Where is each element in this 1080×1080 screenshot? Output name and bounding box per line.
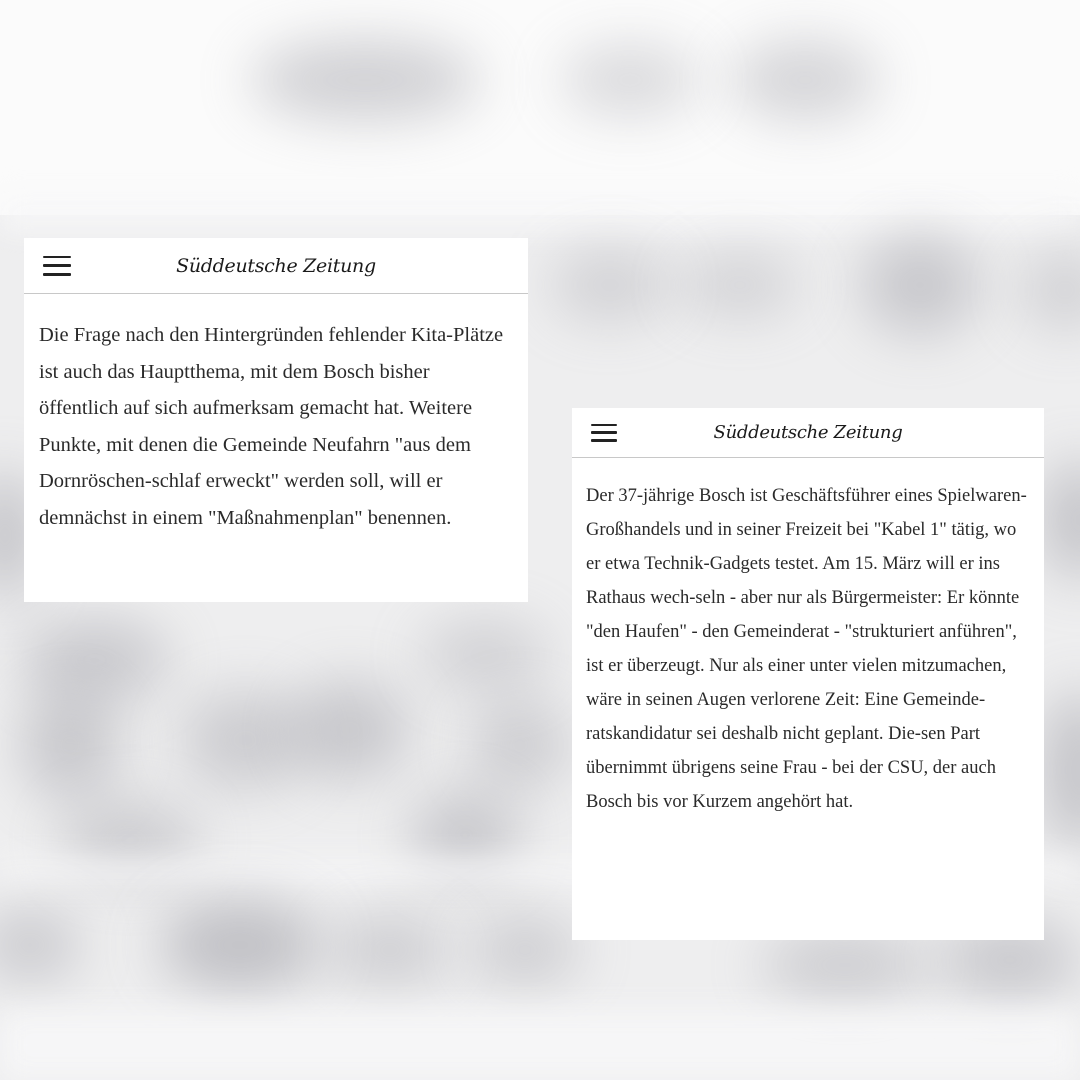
article-paragraph: Der 37-jährige Bosch ist Geschäftsführer eines Spielwaren-Großhandels und in seiner Freizeit bei "Kabel 1" tätig, wo er etwa Technik-Gadgets testet. Am 15. März will er ins Rathaus wech-seln - aber nur als Bürgermeister: Er könnte "den Haufen" - den Gemeinderat - "strukturiert anführen", ist er überzeugt. Nur als einer unter vielen mitzumachen, wäre in seinen Augen verlorene Zeit: Eine Gemeinde-ratskandidatur sei deshalb nicht geplant. Die-sen Part übernimmt übrigens seine Frau - bei der CSU, der auch Bosch bis vor Kurzem angehört hat.	[586, 486, 1027, 812]
article-card-right	[572, 408, 1044, 940]
hamburger-menu-icon[interactable]	[591, 424, 617, 442]
article-paragraph: Die Frage nach den Hintergründen fehlender Kita-Plätze ist auch das Hauptthema, mit dem Bosch bisher öffentlich auf sich aufmerksam gemacht hat. Weitere Punkte, mit denen die Gemeinde Neufahrn "aus dem Dornröschen-schlaf erweckt" werden soll, will er demnächst in einem "Maßnahmenplan" benennen.	[39, 324, 504, 529]
article-card-left	[24, 238, 528, 602]
sz-header	[24, 238, 528, 294]
background-top-area	[0, 0, 1080, 215]
sz-logo[interactable]: Süddeutsche Zeitung	[713, 422, 903, 443]
sz-header	[572, 408, 1044, 458]
sz-logo[interactable]: Süddeutsche Zeitung	[176, 254, 376, 277]
hamburger-menu-icon[interactable]	[43, 256, 71, 276]
